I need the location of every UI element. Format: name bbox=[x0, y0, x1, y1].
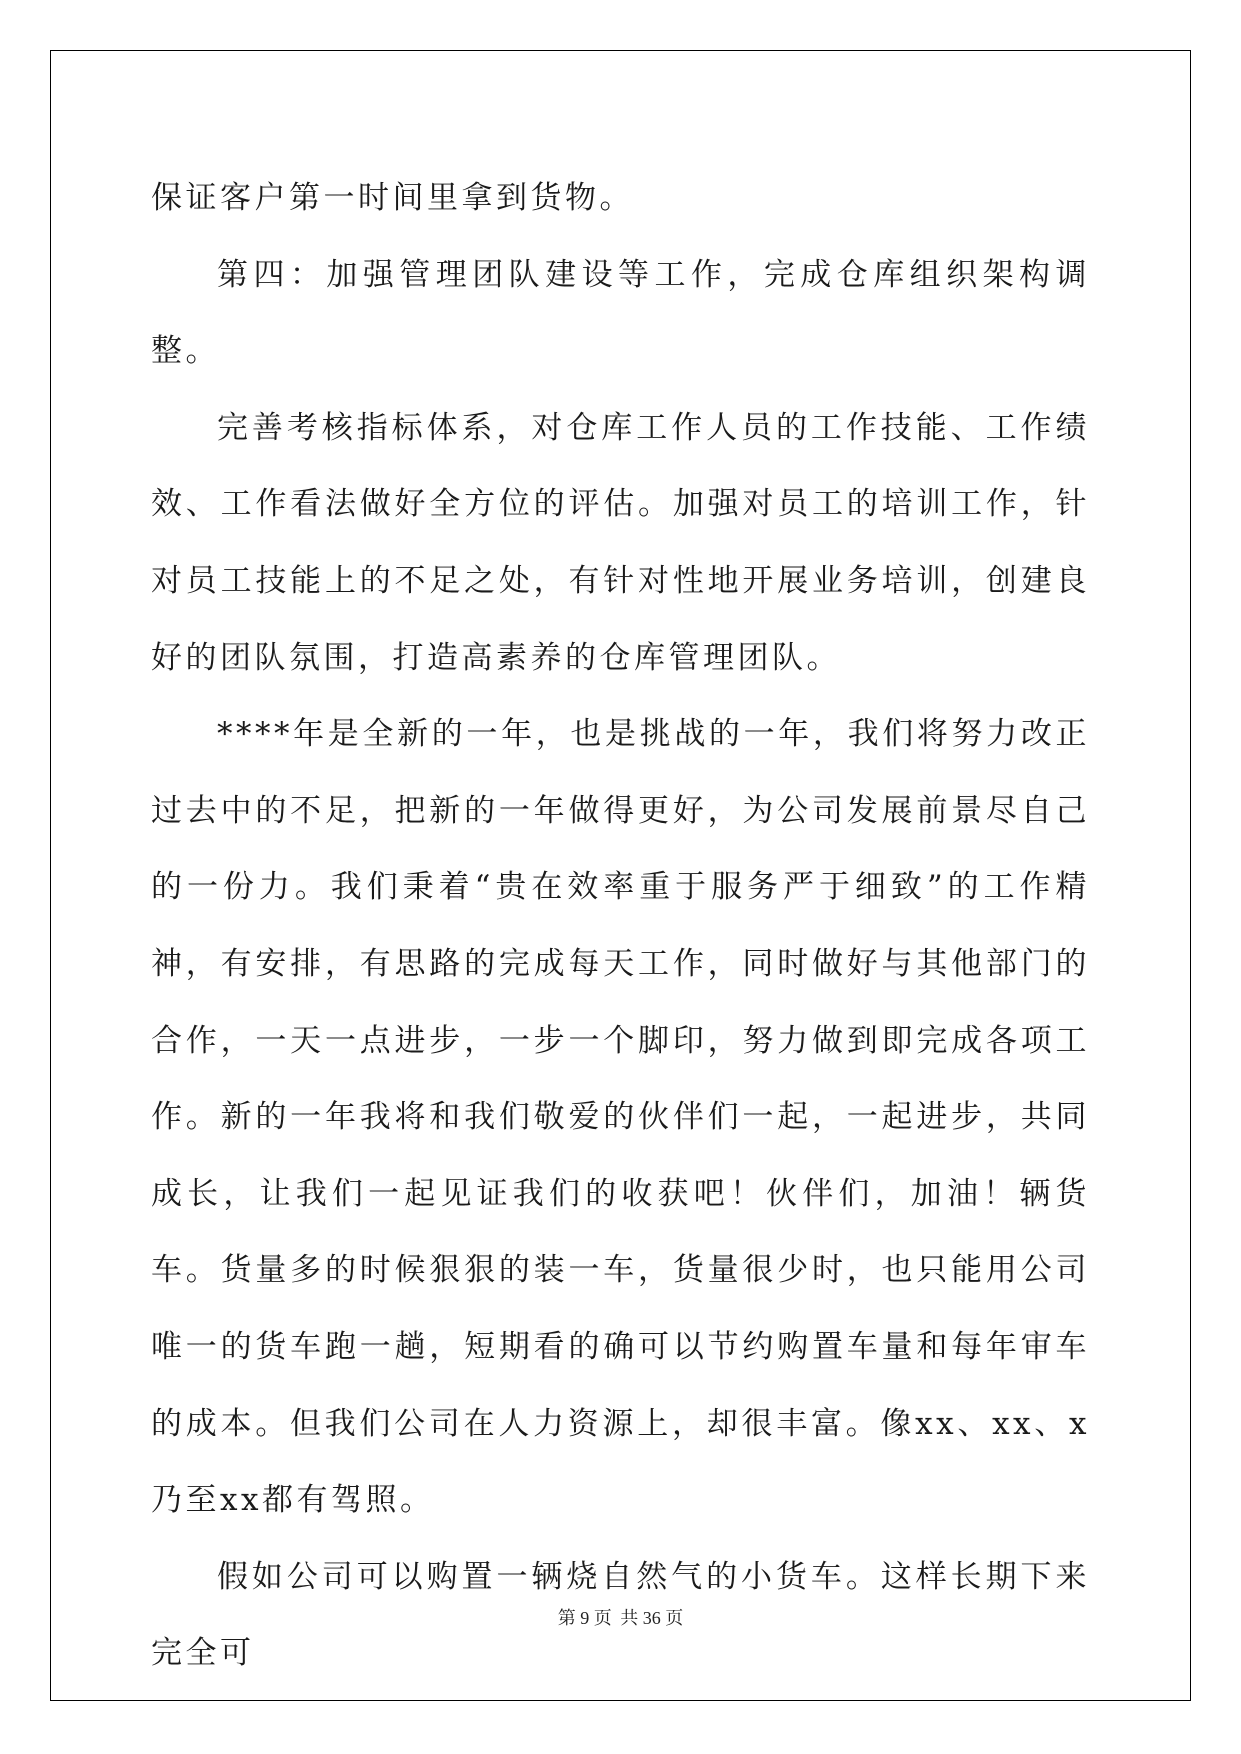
page-footer bbox=[0, 1604, 1241, 1630]
page-total: 共 36 页 bbox=[620, 1608, 684, 1628]
paragraph-2: 第四：加强管理团队建设等工作，完成仓库组织架构调整。 bbox=[151, 256, 1090, 370]
page-number: 第 9 页 bbox=[557, 1608, 612, 1628]
paragraph-3: 完善考核指标体系，对仓库工作人员的工作技能、工作绩效、工作看法做好全方位的评估。加强对员工的培训工作，针对员工技能上的不足之处，有针对性地开展业务培训，创建良好的团队氛围，打造高素养的仓库管理团队。 bbox=[151, 409, 1090, 676]
paragraph-5: 假如公司可以购置一辆烧自然气的小货车。这样长期下来完全可 bbox=[151, 1558, 1090, 1672]
paragraph-1: 保证客户第一时间里拿到货物。 bbox=[151, 180, 634, 216]
paragraph-4: ****年是全新的一年，也是挑战的一年，我们将努力改正过去中的不足，把新的一年做得更好，为公司发展前景尽自己的一份力。我们秉着“贵在效率重于服务严于细致”的工作精神，有安排，有思路的完成每天工作，同时做好与其他部门的合作，一天一点进步，一步一个脚印，努力做到即完成各项工作。新的一年我将和我们敬爱的伙伴们一起，一起进步，共同成长，让我们一起见证我们的收获吧！伙伴们，加油！辆货车。货量多的时候狠狠的装一车，货量很少时，也只能用公司唯一的货车跑一趟，短期看的确可以节约购置车量和每年审车的成本。但我们公司在人力资源上，却很丰富。像xx、xx、x乃至xx都有驾照。 bbox=[151, 716, 1090, 1519]
document-body bbox=[151, 160, 1090, 1692]
